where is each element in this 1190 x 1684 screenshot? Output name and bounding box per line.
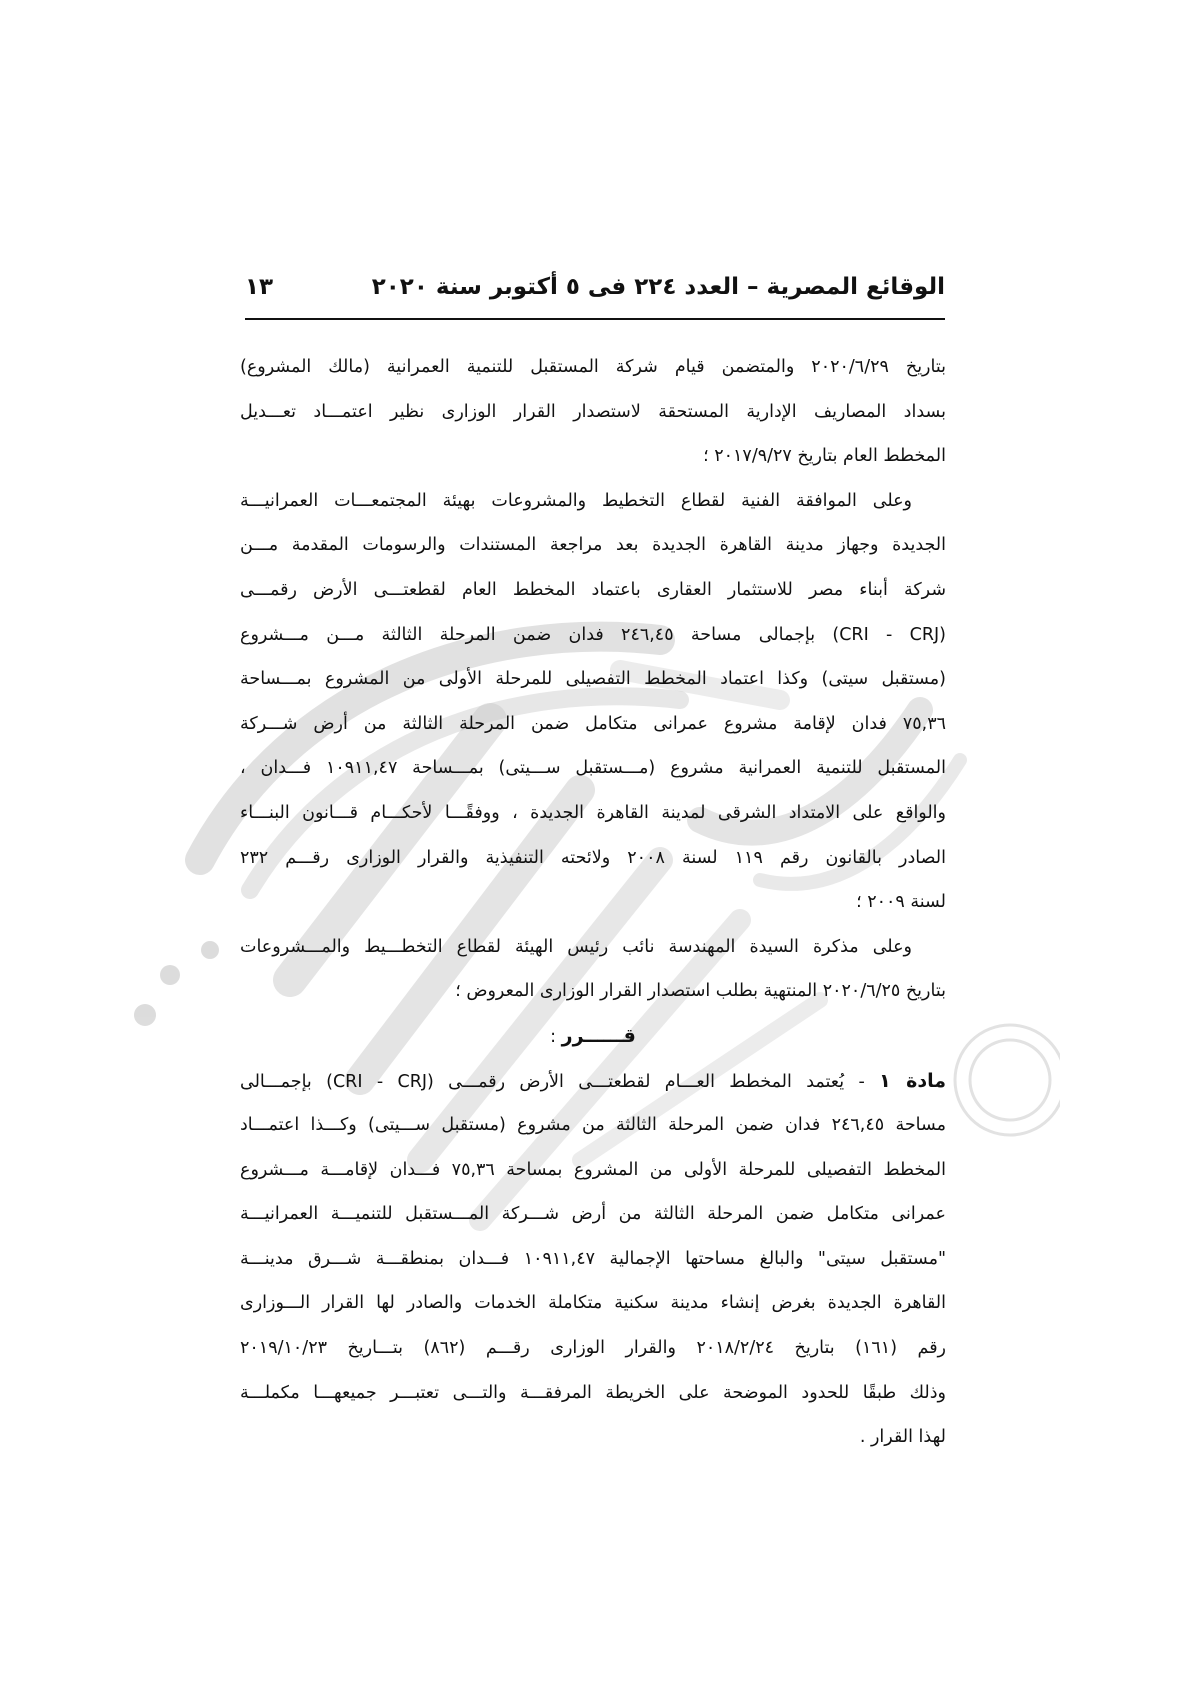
page-number: ١٣ xyxy=(245,274,274,300)
text-line: (مستقبل سيتى) وكذا اعتماد المخطط التفصيلى للمرحلة الأولى من المشروع بمـــساحة xyxy=(240,669,946,690)
article-label: مادة ١ xyxy=(879,1069,946,1092)
document-body xyxy=(240,345,946,1460)
text-line: مساحة ٢٤٦,٤٥ فدان ضمن المرحلة الثالثة من مشروع (مستقبل ســـيتى) وكـــذا اعتمـــاد xyxy=(240,1115,946,1136)
text-line: المخطط التفصيلى للمرحلة الأولى من المشروع بمساحة ٧٥,٣٦ فـــدان لإقامـــة مـــشروع xyxy=(240,1159,946,1180)
paragraph xyxy=(240,479,946,925)
text-line: المخطط العام بتاريخ ٢٠١٧/٩/٢٧ ؛ xyxy=(703,446,946,467)
text-line: ٧٥,٣٦ فدان لإقامة مشروع عمرانى متكامل ضمن المرحلة الثالثة من أرض شـــركة xyxy=(240,713,946,734)
text-line: (CRI - CRJ) بإجمالى مساحة ٢٤٦,٤٥ فدان ضمن المرحلة الثالثة مـــن مـــشروع xyxy=(240,624,946,645)
article-1 xyxy=(240,1059,946,1460)
page-header xyxy=(245,270,945,314)
text-line: عمرانى متكامل ضمن المرحلة الثالثة من أرض شـــركة المـــستقبل للتنميـــة العمرانيـــة xyxy=(240,1204,946,1225)
article-first-line xyxy=(240,1059,946,1104)
decision-word: قــــــرر xyxy=(561,1024,636,1047)
paragraph xyxy=(240,925,946,1014)
text-line: لهذا القرار . xyxy=(859,1427,946,1448)
text-line: وعلى الموافقة الفنية لقطاع التخطيط والمشروعات بهيئة المجتمعـــات العمرانيـــة xyxy=(240,490,912,511)
article-text: - يُعتمد المخطط العـــام لقطعتـــى الأرض رقمـــى (CRI - CRJ) بإجمـــالى xyxy=(240,1071,880,1092)
decision-colon: : xyxy=(550,1026,562,1047)
header-divider xyxy=(245,318,945,320)
decision-heading xyxy=(240,1014,946,1059)
gazette-title: الوقائع المصرية – العدد ٢٢٤ فى ٥ أكتوبر سنة ٢٠٢٠ xyxy=(371,274,945,300)
text-line: بتاريخ ٢٠٢٠/٦/٢٩ والمتضمن قيام شركة المستقبل للتنمية العمرانية (مالك المشروع) xyxy=(240,357,946,377)
text-line: شركة أبناء مصر للاستثمار العقارى باعتماد المخطط العام لقطعتـــى الأرض رقمـــى xyxy=(240,579,946,600)
text-line: وعلى مذكرة السيدة المهندسة نائب رئيس الهيئة لقطاع التخطـــيط والمـــشروعات xyxy=(240,936,912,957)
text-line: لسنة ٢٠٠٩ ؛ xyxy=(856,892,946,913)
paragraph xyxy=(240,345,946,479)
text-line: القاهرة الجديدة بغرض إنشاء مدينة سكنية متكاملة الخدمات والصادر لها القرار الـــوزارى xyxy=(240,1293,946,1314)
text-line: بتاريخ ٢٠٢٠/٦/٢٥ المنتهية بطلب استصدار القرار الوزارى المعروض ؛ xyxy=(455,981,946,1002)
text-line: الجديدة وجهاز مدينة القاهرة الجديدة بعد مراجعة المستندات والرسومات المقدمة مـــن xyxy=(240,535,946,556)
text-line: المستقبل للتنمية العمرانية مشروع (مـــستقبل ســـيتى) بمـــساحة ١٠٩١١,٤٧ فـــدان ، xyxy=(240,758,946,779)
text-line: وذلك طبقًا للحدود الموضحة على الخريطة المرفقـــة والتـــى تعتبـــر جميعهـــا مكملـــة xyxy=(240,1382,946,1403)
text-line: بسداد المصاريف الإدارية المستحقة لاستصدار القرار الوزارى نظير اعتمـــاد تعـــديل xyxy=(240,401,946,422)
text-line: الصادر بالقانون رقم ١١٩ لسنة ٢٠٠٨ ولائحته التنفيذية والقرار الوزارى رقـــم ٢٣٢ xyxy=(240,847,946,868)
text-line: رقم (١٦١) بتاريخ ٢٠١٨/٢/٢٤ والقرار الوزارى رقـــم (٨٦٢) بتـــاريخ ٢٠١٩/١٠/٢٣ xyxy=(240,1338,946,1359)
text-line: والواقع على الامتداد الشرقى لمدينة القاهرة الجديدة ، ووفقًـــا لأحكـــام قـــانون البنـــاء xyxy=(240,802,946,823)
text-line: "مستقبل سيتى" والبالغ مساحتها الإجمالية ١٠٩١١,٤٧ فـــدان بمنطقـــة شـــرق مدينـــة xyxy=(240,1248,946,1269)
